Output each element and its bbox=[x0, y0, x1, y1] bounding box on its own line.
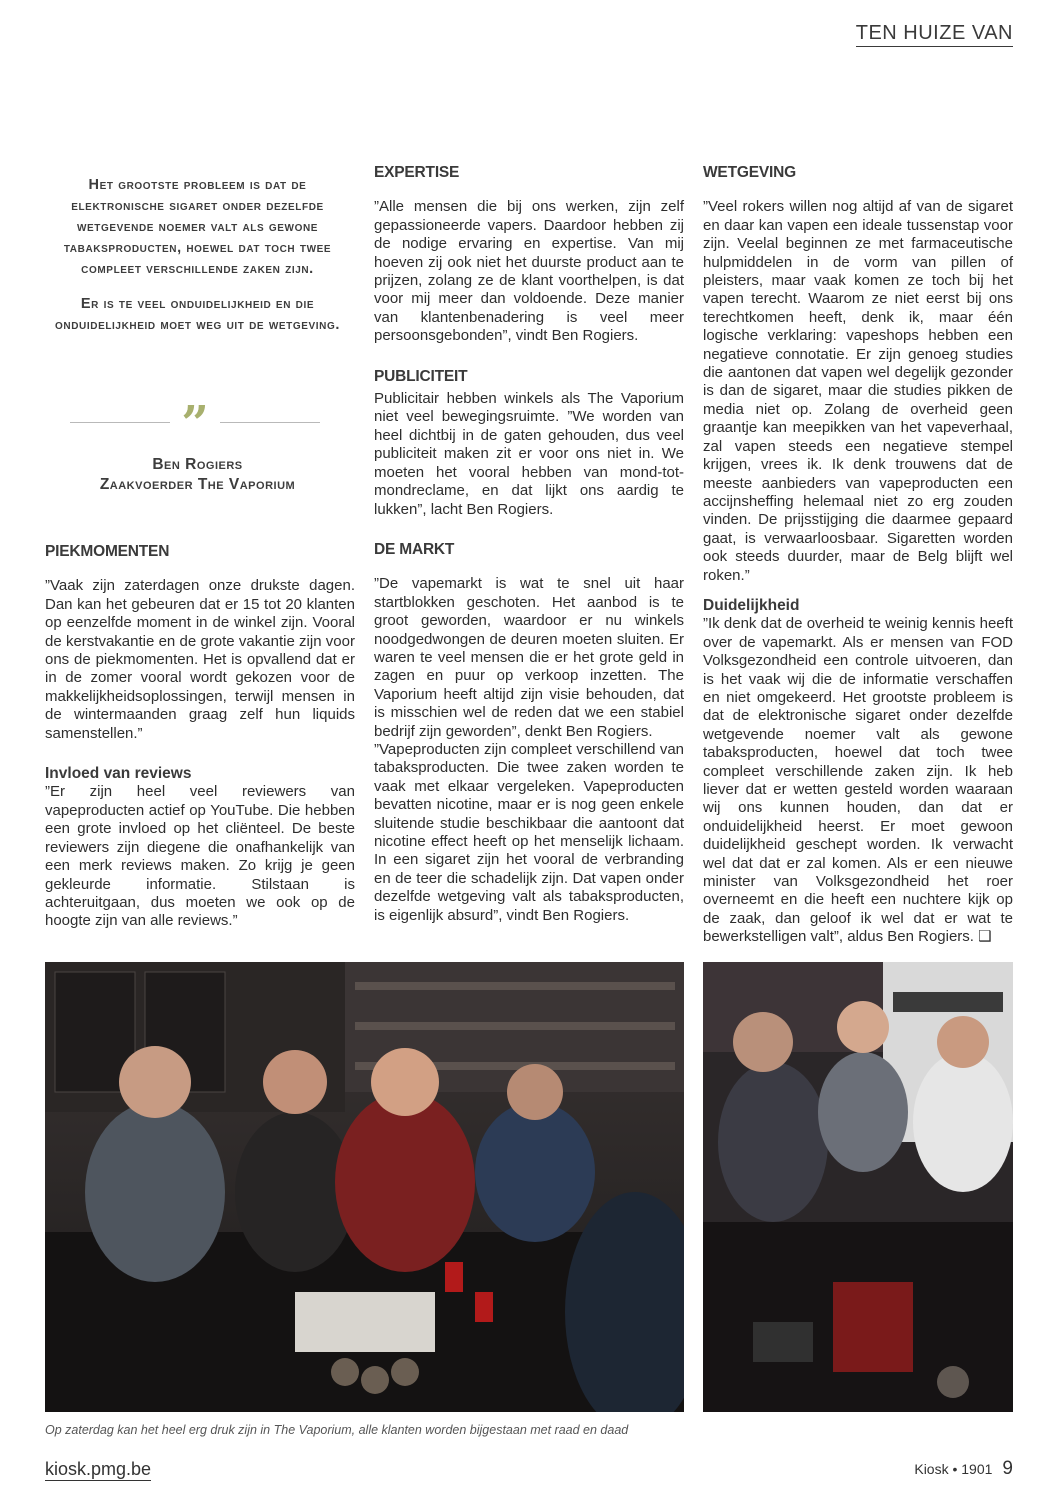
subheading: Invloed van reviews bbox=[45, 765, 192, 783]
body-paragraph: ”Ik denk dat de overheid te weinig kennis heeft over de vapemarkt. Als er mensen van FOD Volksgezondheid een controle uitvoeren, dan is het vaak wij die de informatie verschaffen en niet omgekeerd. Het grootste probleem is dat de elektronische sigaret onder dezelfde wetgevende noemer valt als gewone tabaksproducten, hoewel dat toch twee compleet verschillende zaken zijn. Ik heb liever dat er wetten gesteld worden waaraan wij ons kunnen houden, dan dat er onduidelijkheid heerst. Er moet gewoon duidelijkheid geschept worden. Ik verwacht wel dat dat er zal komen. Als er een nieuwe minister van Volksgezondheid het roer overneemt en die heeft een nuchtere kijk op de zaak, dan geloof ik wel dat er wat te bewerkstelligen valt”, aldus Ben Rogiers. ❑ bbox=[703, 615, 1013, 946]
photo-illustration bbox=[45, 962, 684, 1412]
pull-quote bbox=[45, 175, 350, 350]
body-paragraph: ”Alle mensen die bij ons werken, zijn zelf gepassioneerde vapers. Daardoor hebben zij de nodige ervaring en expertise. Van mij hoeven zij ook niet het duurste product aan te prijzen, zolang ze de klant voorthelpen, is dat voor mij meer dan voldoende. Deze manier van klantenbenadering is veel meer persoonsgebonden”, vindt Ben Rogiers. bbox=[374, 198, 684, 345]
author-name: Ben Rogiers bbox=[152, 456, 243, 473]
section-heading: PUBLICITEIT bbox=[374, 367, 468, 385]
page-number: 9 bbox=[1002, 1458, 1013, 1479]
quote-divider bbox=[70, 396, 320, 452]
quote-author bbox=[45, 455, 350, 495]
section-heading: DE MARKT bbox=[374, 540, 455, 558]
store-photo-customers bbox=[703, 962, 1013, 1412]
issue-label: Kiosk • 1901 bbox=[914, 1461, 993, 1477]
store-photo-workshop bbox=[45, 962, 684, 1412]
divider-line bbox=[220, 422, 320, 423]
photo-caption: Op zaterdag kan het heel erg druk zijn in The Vaporium, alle klanten worden bijgestaan met raad en daad bbox=[45, 1423, 629, 1437]
section-heading: EXPERTISE bbox=[374, 164, 460, 181]
article-column-2 bbox=[374, 164, 684, 925]
footer-issue bbox=[914, 1458, 1013, 1480]
end-mark-icon: ❑ bbox=[978, 928, 992, 946]
quote-mark-icon: ” bbox=[181, 396, 209, 452]
body-paragraph: ”Vapeproducten zijn compleet verschillend van tabaksproducten. Die twee zaken worden te vaak met elkaar vergeleken. Vapeproducten bevatten nicotine, maar er is nog geen enkele sluitende studie beschikbaar die aantoont dat nicotine effect heeft op het menselijk lichaam. In een sigaret zijn het vooral de verbranding en de teer die schadelijk zijn. Dat vapen onder dezelfde wetgeving valt als tabaksproducten, is eigenlijk absurd”, vindt Ben Rogiers. bbox=[374, 740, 684, 924]
body-paragraph: Publicitair hebben winkels als The Vaporium niet veel bewegingsruimte. ”We worden van heel dichtbij in de gaten gehouden, dus veel publiciteit maken zit er voor ons niet in. We moeten het vooral hebben van mond-tot-mondreclame, en dat lijkt ons aardig te lukken”, lacht Ben Rogiers. bbox=[374, 390, 684, 518]
author-role: Zaakvoerder The Vaporium bbox=[99, 476, 296, 493]
body-paragraph: ”Er zijn heel veel reviewers van vapeproducten actief op YouTube. Die hebben een grote invloed op het cliënteel. De beste reviewers zijn diegene die onafhankelijk van een merk reviews maken. Zo krijg je geen gekleurde informatie. Stilstaan is achteruitgaan, dus moeten we ook op de hoogte zijn van alle reviews.” bbox=[45, 783, 355, 930]
subheading: Duidelijkheid bbox=[703, 596, 800, 614]
body-paragraph: ”Vaak zijn zaterdagen onze drukste dagen. Dan kan het gebeuren dat er 15 tot 20 klanten op eenzelfde moment in de winkel zijn. Vooral de kerstvakantie en de grote vakantie zijn voor ons de piekmomenten. Het is opvallend dat er in de zomer vooral wordt gekozen voor de makkelijkheidsoplossingen, terwijl mensen in de wintermaanden graag zelf hun liquids samenstellen.” bbox=[45, 577, 355, 742]
footer-website-link[interactable]: kiosk.pmg.be bbox=[45, 1459, 152, 1479]
body-paragraph: ”De vapemarkt is wat te snel uit haar startblokken geschoten. Het aanbod is te groot geworden, waardoor er nu winkels noodgedwongen de deuren moeten sluiten. Er waren te veel mensen die er het grote geld in zagen en puur op verkoop inzetten. The Vaporium heeft altijd zijn visie behouden, dat is misschien wel de reden dat we een stabiel bedrijf zijn geworden”, denkt Ben Rogiers. bbox=[374, 575, 684, 740]
section-heading: PIEKMOMENTEN bbox=[45, 543, 170, 560]
pull-quote-paragraph: Het grootste probleem is dat de elektronische sigaret onder dezelfde wetgevende noemer valt als gewone tabaksproducten, hoewel dat toch twee compleet verschillende zaken zijn. bbox=[63, 177, 332, 277]
photo-illustration bbox=[703, 962, 1013, 1412]
section-heading: WETGEVING bbox=[703, 164, 796, 181]
article-column-1 bbox=[45, 543, 355, 931]
article-column-3 bbox=[703, 164, 1013, 947]
pull-quote-paragraph: Er is te veel onduidelijkheid en die onduidelijkheid moet weg uit de wetgeving. bbox=[55, 296, 340, 333]
body-paragraph: ”Veel rokers willen nog altijd af van de sigaret en daar kan vapen een ideale tussenstap voor zijn. Veelal beginnen ze met farmaceutische hulpmiddelen in de vorm van pillen of pleisters, maar vaak komen ze toch bij het vapen terecht. Waarom ze niet eerst bij ons terechtkomen heeft, denk ik, maar één logische verklaring: vapeshops hebben een negatieve connotatie. Er zijn genoeg studies die aantonen dat vapen wel degelijk gezonder is dan de sigaret, maar die studies pikken de media niet op. Zolang de overheid geen graantje kan meepikken van het vapeverhaal, zal vapen steeds een negatieve stempel krijgen, vrees ik. Ik denk trouwens dat de meeste aanbieders van vapeproducten een accijnsheffing helemaal niet zo erg zouden vinden. De prijsstijging die daarmee gepaard gaat, is verwaarloosbaar. Sigaretten worden ook steeds duurder, maar de Belg blijft wel roken.” bbox=[703, 198, 1013, 584]
divider-line bbox=[70, 422, 170, 423]
section-label: TEN HUIZE VAN bbox=[856, 22, 1013, 47]
